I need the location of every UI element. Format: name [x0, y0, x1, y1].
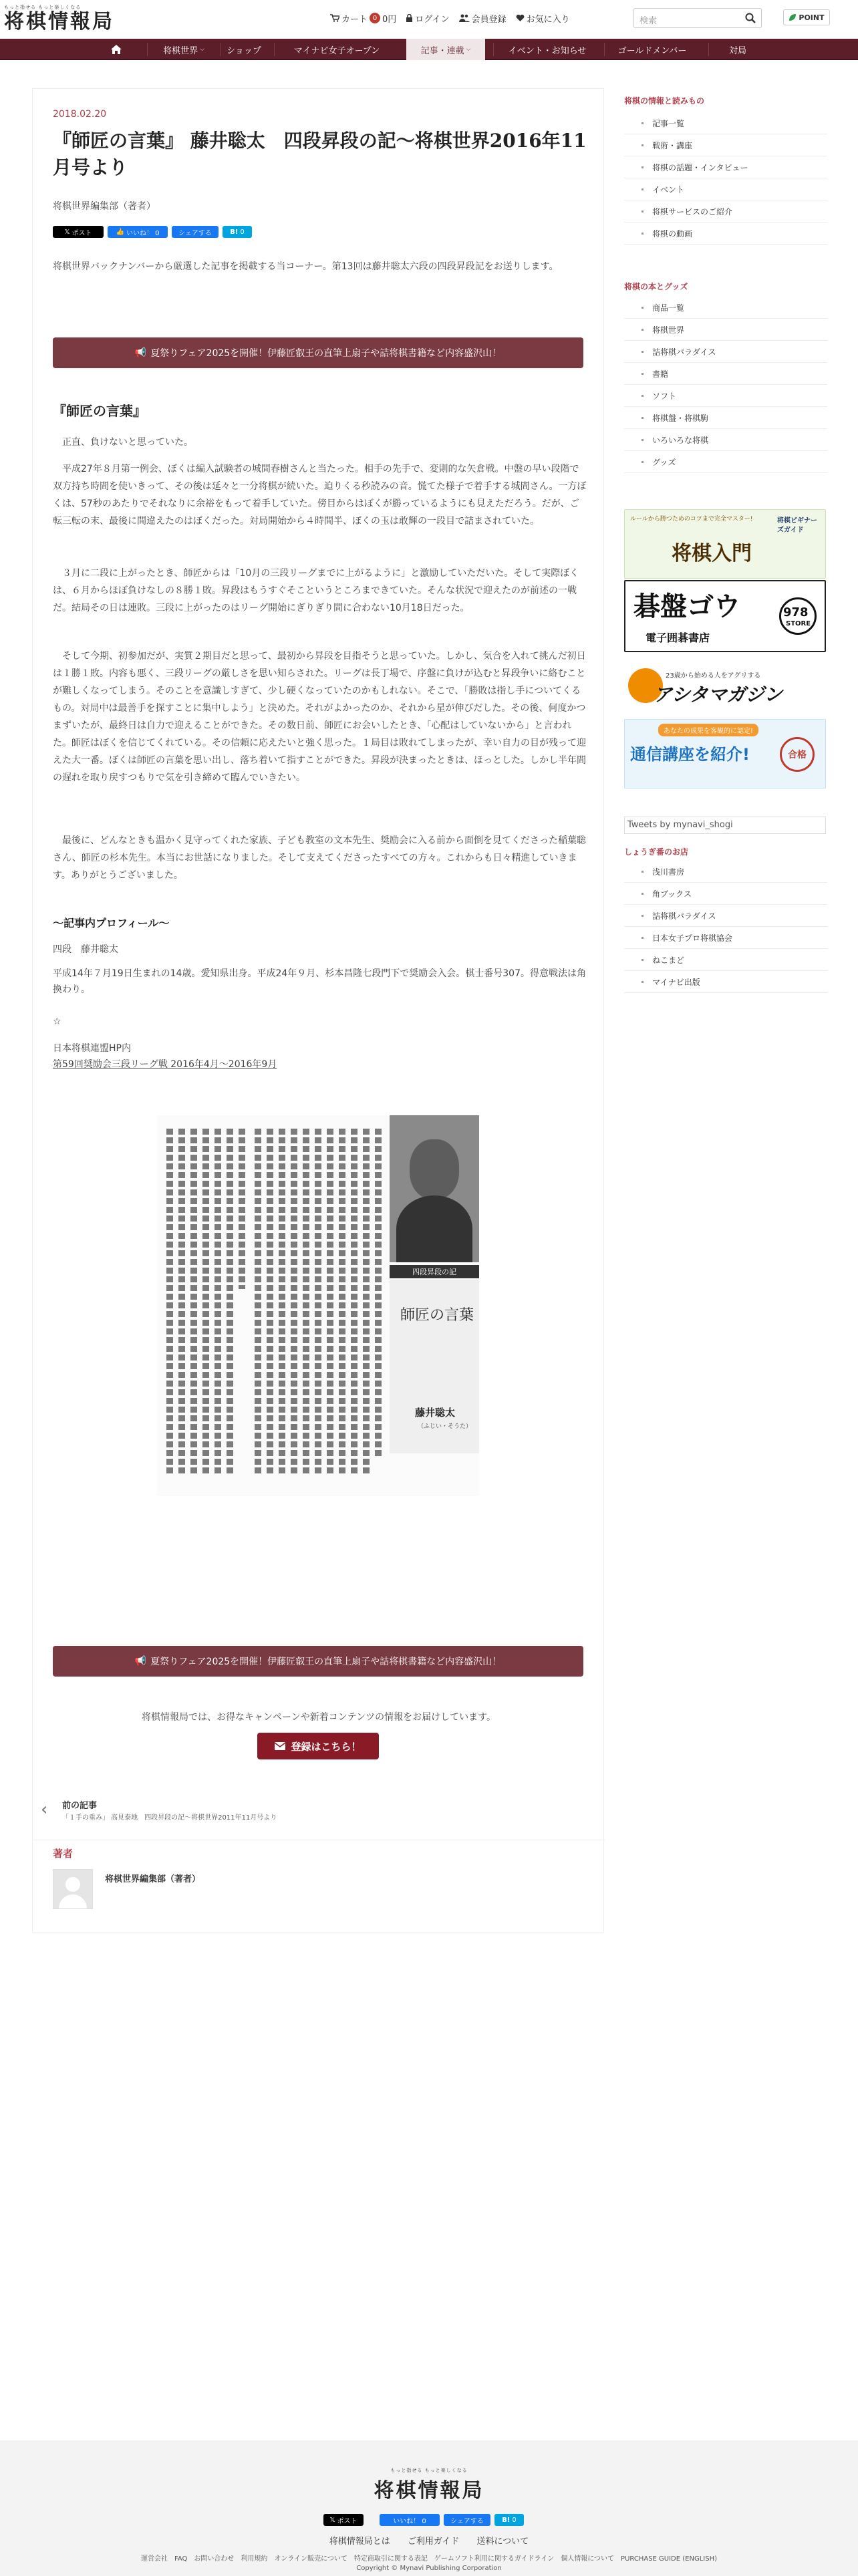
site-logo[interactable] [4, 4, 121, 33]
scan-text-column [214, 1129, 221, 1476]
article-paragraph: そして今期、初参加だが、実質２期目だと思って、最初から昇段を目指そうと思っていた。しかし、気合を入れて挑んだ初日は１勝１敗。内容も悪く、三段リーグの厳しさを思い知らされた。リーグは長丁場で、序盤に負けが込むと昇段争いに絡むことが難しくなってしまう。そのことを意識しすぎて、少し硬くなっていたのかもしれない。そこで、「勝敗は指し手についてくるもの。対局中は最善手を探すことに集中しよう」と決めた。それがよかったのか、それから星が伸びだした。その後、何度かつまずいたが、最終日は自力で迎えることができた。その数日前、師匠にお会いしたとき、「心配はしていないから」と言われた。師匠はぼくを信じてくれている。その信頼に応えたいと強く思った。１局目は敗れてしまったが、幸い自力の目が残って迎えた大一番。ぼくは師匠の言葉を思い出し、落ち着いて指すことができた。昇段が決まったときは、ほっとした。しかし半年間の遅れを取り戻すつもりで気を引き締めて臨んでいきたい。 [53, 651, 586, 783]
sidebar-item-asakawa[interactable]: 浅川書房 [624, 861, 827, 883]
point-label: POINT [799, 13, 825, 22]
summer-fair-banner-bottom[interactable] [53, 1646, 583, 1677]
sidebar-item-videos[interactable]: 将棋の動画 [624, 223, 827, 245]
article-author[interactable]: 将棋世界編集部（著者） [53, 201, 156, 212]
profile-text: 平成14年７月19日生まれの14歳。愛知県出身。平成24年９月、杉本昌隆七段門下で奨励会入会。棋士番号307。得意戦法は角換わり。 [53, 968, 586, 995]
footer-x-post-button[interactable] [323, 2514, 364, 2526]
scan-series-strip: 四段昇段の記 [390, 1265, 479, 1278]
sidebar-item-kaku-books[interactable]: 角ブックス [624, 883, 827, 905]
x-post-label: ポスト [72, 229, 92, 237]
favorites-label: お気に入り [526, 14, 570, 25]
cart-link[interactable] [330, 12, 396, 25]
article-date: 2018.02.20 [53, 109, 107, 120]
footer-links-primary [0, 2534, 858, 2547]
envelope-icon [275, 1742, 285, 1750]
footer-share-button[interactable] [444, 2514, 490, 2526]
footer-like-button[interactable] [380, 2514, 440, 2526]
like-label: いいね！ 0 [393, 2517, 426, 2525]
previous-article-link[interactable] [38, 1794, 599, 1825]
logo-text: 将棋情報局 [4, 10, 114, 33]
hatena-icon: B! [502, 2516, 511, 2524]
nav-item-gold-member[interactable] [605, 39, 700, 60]
scan-text-column [315, 1129, 321, 1476]
scan-text-column [190, 1129, 197, 1476]
profile-heading: 〜記事内プロフィール〜 [53, 917, 170, 929]
nav-home[interactable] [86, 39, 147, 60]
twitter-timeline-link[interactable]: Tweets by mynavi_shogi [624, 817, 826, 834]
nav-item-label: 将棋世界 [163, 45, 198, 56]
chevron-left-icon: ‹ [41, 1800, 48, 1820]
x-post-button[interactable] [53, 226, 104, 238]
x-icon: 𝕏 [329, 2516, 335, 2524]
magazine-scan-image [157, 1115, 479, 1496]
subscribe-text: 将棋情報局では、お得なキャンペーンや新着コンテンツの情報をお届けしています。 [142, 1712, 496, 1723]
ad3-top: 23歳から始める人をアグリする [666, 672, 761, 680]
scan-title-panel [390, 1280, 479, 1453]
home-icon [111, 45, 122, 54]
nav-item-shop[interactable] [221, 39, 267, 60]
sidebar-item-shogi-sekai[interactable]: 将棋世界 [624, 319, 827, 341]
ad2-sub: 電子囲碁書店 [646, 631, 710, 644]
cart-count-badge: 0 [370, 13, 380, 23]
sidebar-item-variants[interactable]: いろいろな将棋 [624, 429, 827, 451]
register-link[interactable] [459, 12, 507, 25]
scan-author-reading: （ふじい・そうた） [418, 1423, 472, 1430]
point-button[interactable] [783, 9, 830, 25]
ad2-store: STORE [786, 620, 811, 627]
search-icon[interactable] [745, 13, 756, 23]
site-header [0, 0, 858, 39]
scan-text-column [375, 1129, 382, 1456]
ad-ashita-magazine[interactable] [624, 660, 826, 712]
login-link[interactable] [406, 12, 449, 25]
cart-icon [330, 14, 339, 22]
sidebar-item-services[interactable]: 将棋サービスのご紹介 [624, 200, 827, 223]
author-photo [390, 1115, 479, 1262]
scan-text-column [178, 1129, 185, 1476]
footer-links-secondary[interactable]: 運営会社 FAQ お問い合わせ 利用規約 オンライン販売について 特定商取引に関する表記 ゲームソフト利用に関するガイドライン 個人情報について PURCHASE GUIDE (ENGLISH) [140, 2555, 717, 2563]
author-heading: 著者 [53, 1848, 74, 1860]
scan-text-column [279, 1129, 285, 1476]
hatena-count: 0 [240, 228, 245, 236]
cart-label: カート [341, 14, 368, 25]
ad-go-book-store[interactable] [624, 580, 826, 652]
ad-shogi-nyumon[interactable] [624, 509, 826, 579]
summer-fair-banner[interactable] [53, 337, 583, 368]
main-nav [0, 39, 858, 60]
nav-item-taikyoku[interactable] [709, 39, 766, 60]
nav-item-label: 記事・連載 [420, 45, 464, 56]
sidebar-item-tactics[interactable]: 戦術・講座 [624, 134, 827, 156]
scan-text-column [291, 1129, 297, 1476]
section-title: 『師匠の言葉』 [53, 403, 146, 419]
nav-item-articles[interactable] [406, 39, 485, 60]
footer-copyright: Copyright © Mynavi Publishing Corporation [356, 2565, 502, 2572]
search-placeholder: 検索 [639, 16, 658, 26]
login-label: ログイン [415, 14, 450, 25]
sidebar-item-products[interactable]: 商品一覧 [624, 297, 827, 319]
site-footer [0, 2440, 858, 2576]
cart-amount: 0円 [382, 14, 397, 25]
footer-logo[interactable]: 将棋情報局 [374, 2479, 484, 2502]
sidebar-item-topics[interactable]: 将棋の話題・インタビュー [624, 156, 827, 178]
scan-title: 師匠の言葉 [400, 1307, 474, 1324]
hatena-icon: B! [230, 228, 239, 236]
ad4-badge: 合格 [780, 737, 815, 772]
star-divider: ☆ [53, 1016, 61, 1027]
sidebar-item-nekomado[interactable]: ねこまど [624, 949, 827, 971]
footer-link-guide[interactable]: ご利用ガイド [407, 2537, 460, 2547]
shoreikai-league-link[interactable]: 第59回奨励会三段リーグ戦 2016年4月〜2016年9月 [53, 1059, 277, 1070]
ad1-side: 将棋ビギナーズガイド [777, 517, 817, 534]
lock-icon [406, 14, 413, 22]
photo-face [410, 1139, 459, 1199]
sidebar-item-events[interactable]: イベント [624, 178, 827, 200]
sidebar-item-lpsa[interactable]: 日本女子プロ将棋協会 [624, 927, 827, 949]
nav-item-shogi-sekai[interactable] [148, 39, 220, 60]
article-paragraph: 平成27年８月第一例会、ぼくは編入試験者の城間春樹さんと当たった。相手の先手で、変則的な矢倉戦。中盤の早い段階で双方持ち時間を使いきって、その後は延々と一分将棋が続いた。迫りくる秒読みの音。慌てた様子で着手する城間さん。一方ぼくは、57秒のあたりでそれなりに余裕をもって着手していた。傍目からはぼくが勝っているようにも見えただろう。だが、ご転三転の末、最後に間違えたのはぼくだった。対局開始から４時間半、ぼくの玉は敢輝の一段目で詰まされていた。 [53, 464, 587, 527]
scan-text-column [227, 1129, 233, 1476]
sidebar-item-tsume-paradise[interactable]: 詰将棋パラダイス [624, 341, 827, 363]
scan-text-column [303, 1129, 309, 1476]
share-label: シェアする [450, 2517, 484, 2525]
sidebar-item-software[interactable]: ソフト [624, 385, 827, 407]
nav-item-label: マイナビ女子オープン [293, 45, 380, 56]
sidebar-item-mynavi-publishing[interactable]: マイナビ出版 [624, 971, 827, 993]
ad1-main: 将棋入門 [672, 542, 752, 565]
footer-link-shipping[interactable]: 送料について [476, 2537, 529, 2547]
nav-item-label: ショップ [227, 45, 261, 56]
header-links [330, 9, 570, 27]
scan-text-column [202, 1129, 209, 1476]
sidebar-item-tsume-paradise-shop[interactable]: 詰将棋パラダイス [624, 905, 827, 927]
scan-text-column [339, 1129, 345, 1476]
favorites-link[interactable] [516, 12, 570, 25]
scan-text-column [166, 1129, 173, 1476]
scan-text-column [267, 1129, 273, 1476]
nav-item-label: 対局 [728, 45, 746, 56]
heart-icon [516, 14, 525, 22]
article-title: 『師匠の言葉』 藤井聡太 四段昇段の記〜将棋世界2016年11月号より [53, 130, 587, 178]
thumbs-up-icon: 👍 [116, 228, 124, 236]
ad2-num: 978 [783, 605, 809, 619]
article-lead: 将棋世界バックナンバーから厳選した記事を掲載する当コーナー。第13回は藤井聡太六段の四段昇段記をお送りします。 [53, 261, 559, 272]
ad3-main: アシタマガジン [654, 684, 783, 706]
sidebar-item-books[interactable]: 書籍 [624, 363, 827, 385]
ad-correspondence-course[interactable] [624, 719, 826, 789]
x-post-label: ポスト [337, 2517, 358, 2525]
article-container [32, 88, 604, 1933]
photo-body [396, 1195, 472, 1262]
share-label: シェアする [178, 229, 212, 237]
search-input[interactable] [633, 8, 762, 28]
chevron-down-icon: ⌵ [466, 46, 471, 53]
prev-title: 「１手の重み」 高見泰地 四段昇段の記〜将棋世界2011年11月号より [62, 1814, 277, 1822]
x-icon: 𝕏 [64, 228, 70, 236]
logo-tagline: もっと指せる もっと楽しくなる [4, 5, 82, 10]
article-paragraph: 最後に、どんなときも温かく見守ってくれた家族、子ども教室の文本先生、奨励会に入る前から面倒を見てくださった稲葉聡さん、師匠の杉本先生。本当にお世話になりました。そして支えてくださったすべての方々。これからも日々精進していきます。ありがとうございました。 [53, 835, 586, 881]
facebook-share-button[interactable] [172, 226, 219, 238]
nav-item-label: イベント・お知らせ [508, 45, 587, 56]
sidebar-item-goods[interactable]: グッズ [624, 451, 827, 473]
sidebar-heading-info: 将棋の情報と読みもの [624, 96, 705, 106]
footer-share-row [323, 2514, 537, 2526]
scan-text-column [351, 1129, 358, 1476]
ad2-main: 碁盤ゴウ [633, 591, 740, 622]
nav-item-label: ゴールドメンバー [617, 45, 687, 56]
article-paragraph: 正直、負けないと思っていた。 [62, 437, 193, 448]
facebook-like-button[interactable] [108, 226, 168, 238]
sidebar-heading-goods: 将棋の本とグッズ [624, 282, 688, 291]
ad4-top: あなたの成果を客観的に認定! [658, 724, 758, 736]
sidebar-heading-shops: しょうぎ番のお店 [624, 847, 689, 857]
banner-text: 夏祭りフェア2025を開催！伊藤匠叡王の直筆上扇子や詰将棋書籍など内容盛沢山！ [150, 1657, 502, 1667]
like-label: いいね！ 0 [126, 229, 160, 237]
point-leaf-icon [789, 13, 797, 21]
banner-text: 夏祭りフェア2025を開催！伊藤匠叡王の直筆上扇子や詰将棋書籍など内容盛沢山！ [150, 348, 502, 359]
register-button[interactable] [257, 1733, 379, 1759]
scan-text-column [239, 1129, 245, 1289]
scan-text-column [363, 1129, 370, 1476]
footer-hatena-button[interactable] [494, 2514, 524, 2526]
user-silhouette-icon [53, 1870, 92, 1908]
register-label: 会員登録 [471, 14, 507, 25]
scan-text-column [255, 1129, 261, 1476]
ad1-tag: ルールから勝つためのコツまで完全マスター! [630, 516, 753, 523]
hatena-bookmark-button[interactable] [223, 226, 252, 238]
chevron-down-icon: ⌵ [200, 46, 204, 53]
sidebar-item-articles[interactable]: 記事一覧 [624, 112, 827, 134]
footer-link-about[interactable]: 将棋情報局とは [329, 2537, 390, 2547]
users-icon [459, 14, 470, 22]
profile-name: 四段 藤井聡太 [53, 944, 118, 955]
avatar [53, 1869, 93, 1909]
megaphone-icon: 📢 [134, 347, 147, 358]
jsa-link-label: 日本将棋連盟HP内 [53, 1043, 131, 1054]
megaphone-icon: 📢 [134, 1656, 147, 1667]
scan-author-name: 藤井聡太 [415, 1407, 456, 1419]
footer-tagline: もっと指せる もっと楽しくなる [390, 2468, 468, 2473]
sidebar-item-boards[interactable]: 将棋盤・将棋駒 [624, 407, 827, 429]
author-section [33, 1840, 605, 1856]
prev-label: 前の記事 [62, 1801, 98, 1811]
nav-item-events[interactable] [494, 39, 601, 60]
article-paragraph: ３月に二段に上がったとき、師匠からは「10月の三段リーグまでに上がるように」と激励していただいた。そして実際ぼくは、６月からほぼ負けなしの８勝１敗。昇段はもうすぐそこというところまできていた。そんな状況で迎えたのが前述の一戦だ。結局その日は連敗。三段に上がったのはリーグ開始にぎりぎり間に合わない10月18日だった。 [53, 568, 579, 613]
nav-item-mynavi-open[interactable] [275, 39, 399, 60]
ad4-main: 通信講座を紹介! [630, 745, 750, 764]
hatena-count: 0 [512, 2516, 517, 2524]
scan-text-column [327, 1129, 333, 1476]
register-button-label: 登録はこちら！ [291, 1740, 362, 1753]
author-name[interactable]: 将棋世界編集部（著者） [105, 1874, 201, 1884]
